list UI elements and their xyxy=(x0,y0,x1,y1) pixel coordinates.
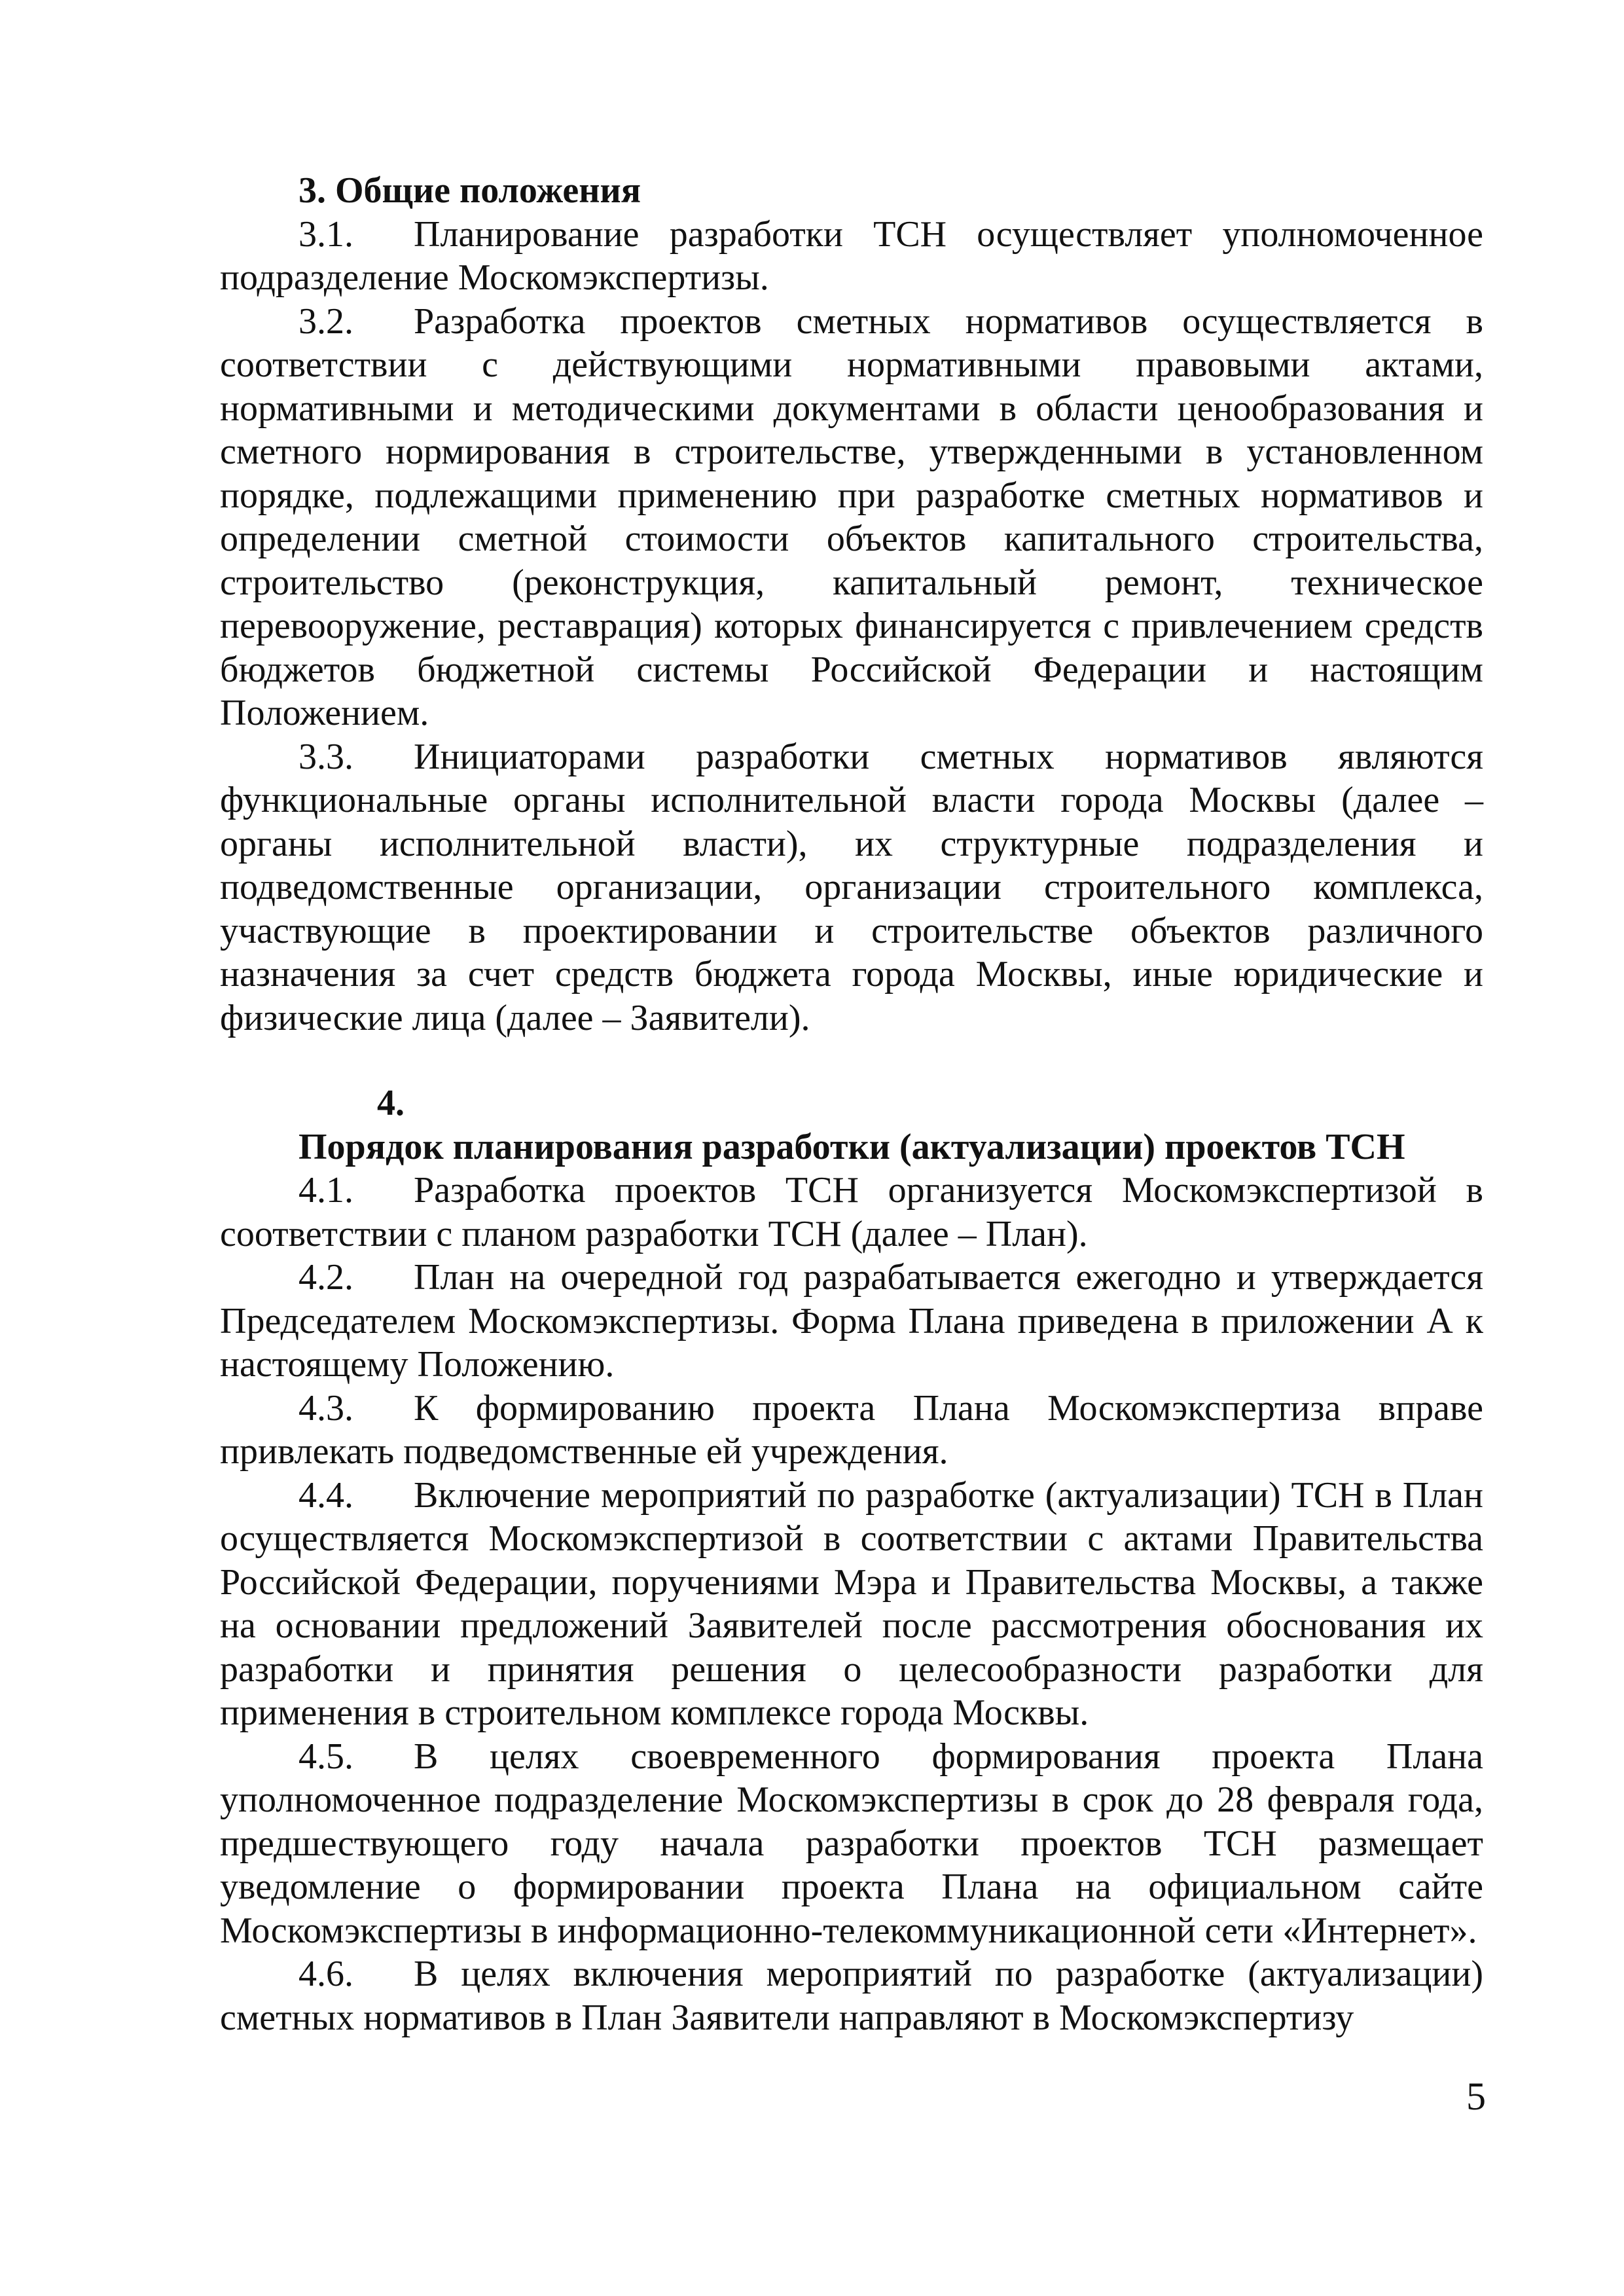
paragraph-4-3 xyxy=(220,1387,1483,1474)
section-3-title: Общие положения xyxy=(335,170,641,211)
paragraph-4-5 xyxy=(220,1735,1483,1953)
paragraph-number: 4.2. xyxy=(298,1257,353,1298)
page-body xyxy=(220,169,1483,2039)
paragraph-text: К формированию проекта Плана Москомэкспертиза вправе привлекать подведомственные ей учреждения. xyxy=(220,1387,1483,1472)
paragraph-text: Разработка проектов ТСН организуется Москомэкспертизой в соответствии с планом разработки ТСН (далее – План). xyxy=(220,1170,1483,1254)
section-4-heading xyxy=(220,1082,1483,1169)
paragraph-text: План на очередной год разрабатывается ежегодно и утверждается Председателем Москомэкспертизы. Форма Плана приведена в приложении А к настоящему Положению. xyxy=(220,1257,1483,1385)
section-4-title: Порядок планирования разработки (актуализации) проектов ТСН xyxy=(298,1126,1405,1167)
paragraph-number: 4.1. xyxy=(298,1170,353,1211)
paragraph-number: 4.4. xyxy=(298,1474,353,1516)
paragraph-3-1 xyxy=(220,213,1483,300)
paragraph-number: 3.1. xyxy=(298,213,353,255)
paragraph-4-4 xyxy=(220,1474,1483,1735)
page-number: 5 xyxy=(1466,2075,1486,2118)
paragraph-number: 3.2. xyxy=(298,301,353,342)
paragraph-number: 3.3. xyxy=(298,736,353,777)
paragraph-3-2 xyxy=(220,300,1483,735)
paragraph-4-2 xyxy=(220,1256,1483,1387)
paragraph-number: 4.6. xyxy=(298,1954,353,1994)
paragraph-text: Включение мероприятий по разработке (актуализации) ТСН в План осуществляется Москомэкспертизой в соответствии с актами Правительства Российской Федерации, поручениями Мэра и Правительства Москвы, а также на основании предложений Заявителей после рассмотрения обоснования их разработки и принятия решения о целесообразности разработки для применения в строительном комплексе города Москвы. xyxy=(220,1474,1483,1733)
paragraph-text: В целях своевременного формирования проекта Плана уполномоченное подразделение Москомэкспертизы в срок до 28 февраля года, предшествующего году начала разработки проектов ТСН размещает уведомление о формировании проекта Плана на официальном сайте Москомэкспертизы в информационно-телекоммуникационной сети «Интернет». xyxy=(220,1736,1483,1951)
paragraph-text: Разработка проектов сметных нормативов осуществляется в соответствии с действующими нормативными правовыми актами, нормативными и методическими документами в области ценообразования и сметного нормирования в строительстве, утвержденными в установленном порядке, подлежащими применению при разработке сметных нормативов и определении сметной стоимости объектов капитального строительства, строительство (реконструкция, капитальный ремонт, техническое перевооружение, реставрация) которых финансируется с привлечением средств бюджетов бюджетной системы Российской Федерации и настоящим Положением. xyxy=(220,301,1483,733)
paragraph-text: Инициаторами разработки сметных нормативов являются функциональные органы исполнительной власти города Москвы (далее – органы исполнительной власти), их структурные подразделения и подведомственные организации, организации строительного комплекса, участвующие в проектировании и строительстве объектов различного назначения за счет средств бюджета города Москвы, иные юридические и физические лица (далее – Заявители). xyxy=(220,736,1483,1038)
section-3-number: 3. xyxy=(298,170,326,211)
paragraph-4-1 xyxy=(220,1169,1483,1256)
paragraph-4-6 xyxy=(220,1952,1483,2039)
paragraph-number: 4.5. xyxy=(298,1736,353,1777)
paragraph-3-3 xyxy=(220,735,1483,1040)
section-3-heading xyxy=(220,169,1483,213)
section-4-number: 4. xyxy=(377,1083,405,1123)
paragraph-number: 4.3. xyxy=(298,1387,353,1429)
paragraph-text: В целях включения мероприятий по разработке (актуализации) сметных нормативов в План Заявители направляют в Москомэкспертизу xyxy=(220,1954,1483,2038)
paragraph-text: Планирование разработки ТСН осуществляет уполномоченное подразделение Москомэкспертизы. xyxy=(220,213,1483,298)
